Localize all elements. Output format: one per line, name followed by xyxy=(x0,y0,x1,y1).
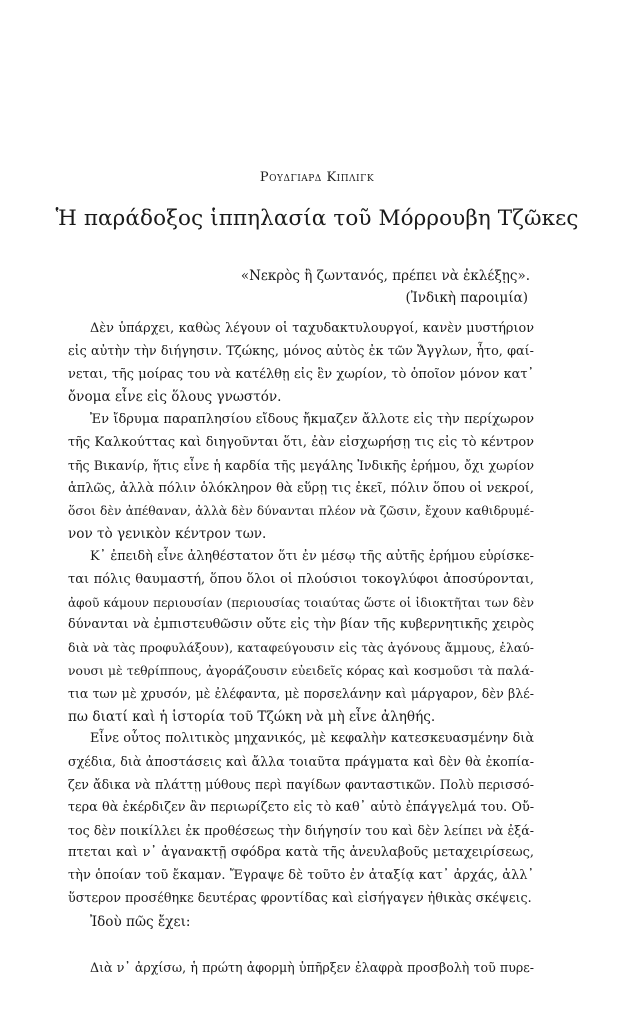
text-line: ἁπλῶς, ἀλλὰ πόλιν ὁλόκληρον θὰ εὕρῃ τις ἐκεῖ, πόλιν ὅπου οἱ νεκροί, xyxy=(68,480,534,496)
text-line: τια των μὲ χρυσόν, μὲ ἐλέφαντα, μὲ πορσελάνην καὶ μάργαρον, δὲν βλέ- xyxy=(68,685,534,701)
epigraph xyxy=(241,265,530,309)
text-line: Εἶνε οὗτος πολιτικὸς μηχανικός, μὲ κεφαλὴν κατεσκευασμένην διὰ xyxy=(90,731,534,747)
text-line: ὕστερον προσέθηκε δευτέρας φροντίδας καὶ εἰσήγαγεν ἠθικὰς σκέψεις. xyxy=(68,890,532,906)
text-line: Ἐν ἴδρυμα παραπλησίου εἴδους ἤκμαζεν ἄλλοτε εἰς τὴν περίχωρον xyxy=(90,412,534,428)
text-line: Δὲν ὑπάρχει, καθὼς λέγουν οἱ ταχυδακτυλουργοί, κανὲν μυστήριον xyxy=(90,321,534,336)
text-line: νουσι μὲ τεθρίππους, ἀγοράζουσιν εὐειδεῖς κόρας καὶ κοσμοῦσι τὰ παλά- xyxy=(68,663,534,678)
text-line: εἰς αὐτὴν τὴν διήγησιν. Τζώκης, μόνος αὐτὸς ἐκ τῶν Ἄγγλων, ἦτο, φαί- xyxy=(68,343,534,359)
text-line: ζεν ἄδικα νὰ πλάττῃ μύθους περὶ παγίδων φανταστικῶν. Πολὺ περισσό- xyxy=(68,776,534,792)
epigraph-source: (Ἰνδικὴ παροιμία) xyxy=(405,290,528,306)
text-line: πτεται καὶ ν᾽ ἀγανακτῇ σφόδρα κατὰ τῆς ἀνευλαβοῦς μεταχειρίσεως, xyxy=(68,845,534,861)
text-line: τῆς Βικανίρ, ἥτις εἶνε ἡ καρδία τῆς μεγάλης Ἰνδικῆς ἐρήμου, ὄχι χωρίον xyxy=(68,457,534,473)
text-line: ται πόλις θαυμαστή, ὅπου ὅλοι οἱ πλούσιοι τοκογλύφοι ἀποσύρονται, xyxy=(68,571,534,587)
text-line: σχέδια, διὰ ἀποστάσεις καὶ ἄλλα τοιαῦτα πράγματα καὶ δὲν θὰ ἐκοπία- xyxy=(68,754,534,770)
text-line: τῆς Καλκούττας καὶ διηγοῦνται ὅτι, ἐὰν εἰσχωρήσῃ τις εἰς τὸ κέντρον xyxy=(68,434,534,450)
text-line: νον τὸ γενικὸν κέντρον των. xyxy=(68,526,267,543)
text-line: τος δὲν ποικίλλει ἐκ προθέσεως τὴν διήγησίν του καὶ δὲν λείπει νὰ ἐξά- xyxy=(68,822,534,838)
text-line: τερα θὰ ἐκέρδιζεν ἂν περιωρίζετο εἰς τὸ καθ᾽ αὑτὸ ἐπάγγελμά του. Οὔ- xyxy=(68,799,534,815)
text-line: νεται, τῆς μοίρας του νὰ κατέλθῃ εἰς ἓν χωρίον, τὸ ὁποῖον μόνον κατ᾽ xyxy=(68,366,534,382)
text-line: Ἰδοὺ πῶς ἔχει: xyxy=(90,913,191,930)
story-title: Ἡ παράδοξος ἱππηλασία τοῦ Μόρρουβη Τζῶκες xyxy=(55,206,579,231)
body-text xyxy=(68,318,534,979)
author-name: Ρουδγιαρδ Κιπλιγκ xyxy=(259,170,375,185)
text-line: πω διατί καὶ ἡ ἱστορία τοῦ Τζώκη νὰ μὴ εἶνε ἀληθής. xyxy=(68,708,436,725)
paragraph-gap xyxy=(68,934,534,957)
text-line: διὰ νὰ τὰς προφυλάξουν), καταφεύγουσιν εἰς τὰς ἀγόνους ἄμμους, ἐλαύ- xyxy=(68,640,534,656)
text-line: δύνανται νὰ ἐμπιστευθῶσιν οὔτε εἰς τὴν βίαν τῆς κυβερνητικῆς χειρὸς xyxy=(68,617,534,633)
text-line: Κ᾽ ἐπειδὴ εἶνε ἀληθέστατον ὅτι ἐν μέσῳ τῆς αὐτῆς ἐρήμου εὑρίσκε- xyxy=(90,548,534,564)
text-line: ὅσοι δὲν ἀπέθαναν, ἀλλὰ δὲν δύνανται πλέον νὰ ζῶσιν, ἔχουν καθιδρυμέ- xyxy=(68,504,534,519)
text-line: ἀφοῦ κάμουν περιουσίαν (περιουσίας τοιαύτας ὥστε οἱ ἰδιοκτῆται των δὲν xyxy=(68,595,534,610)
text-line: ὄνομα εἶνε εἰς ὅλους γνωστόν. xyxy=(68,389,282,406)
text-line: Διὰ ν᾽ ἀρχίσω, ἡ πρώτη ἀφορμὴ ὑπῆρξεν ἐλαφρὰ προσβολὴ τοῦ πυρε- xyxy=(90,959,534,975)
epigraph-quote: «Νεκρὸς ἢ ζωντανός, πρέπει νὰ ἐκλέξῃς». xyxy=(240,268,530,284)
text-line: τὴν ὁποίαν τοῦ ἔκαμαν. Ἔγραψε δὲ τοῦτο ἐν ἀταξίᾳ κατ᾽ ἀρχάς, ἀλλ᾽ xyxy=(68,868,534,884)
